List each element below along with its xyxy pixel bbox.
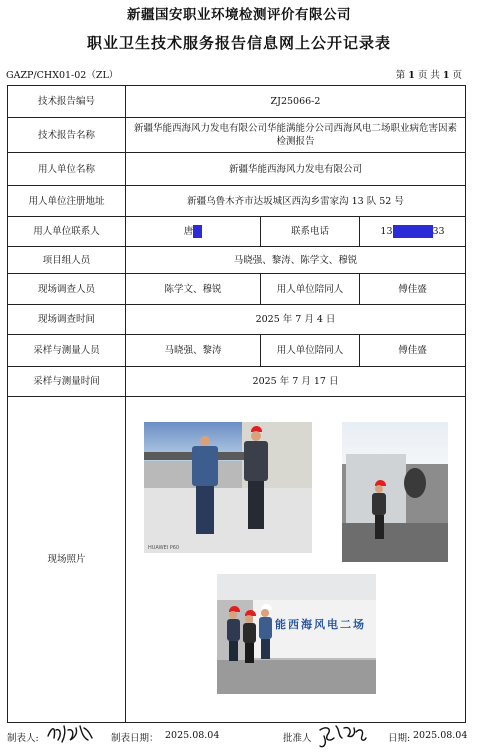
worker-head [375, 485, 383, 493]
report-name-value: 新疆华能西海风力发电有限公司华能满能分公司西海风电二场职业病危害因素检测报告 [134, 123, 458, 147]
row-team [8, 247, 465, 274]
contact-label: 用人单位联系人 [8, 217, 126, 246]
site-photo-1 [144, 422, 312, 553]
photo-sign-text: 能西海风电二场 [275, 618, 366, 631]
row-sampling-time [8, 367, 465, 397]
report-name-label: 技术报告名称 [8, 118, 126, 152]
redaction-mark [393, 225, 433, 238]
worker-legs [229, 641, 238, 661]
prep-date-label: 制表日期： [111, 733, 159, 744]
photo-sky [217, 574, 376, 600]
contact-name: 唐 [183, 226, 194, 237]
contact-value [126, 217, 261, 246]
phone-suffix: 33 [432, 226, 445, 237]
page-mid: 页 共 [417, 70, 440, 81]
row-address [8, 186, 465, 217]
phone-label: 联系电话 [261, 217, 360, 246]
worker-body [243, 623, 256, 643]
report-no-label: 技术报告编号 [8, 86, 126, 117]
record-form [7, 85, 466, 723]
worker-head [200, 436, 210, 446]
photo-watermark: HUAWEI P60 [148, 545, 180, 551]
employer-label: 用人单位名称 [8, 153, 126, 185]
page-suffix: 页 [452, 70, 462, 81]
approver-label: 批准人 [283, 733, 312, 744]
worker-head [261, 609, 269, 617]
worker-legs [261, 639, 270, 659]
document-code: GAZP/CHX01-02（ZL） [6, 70, 119, 81]
row-report-no [8, 86, 465, 118]
survey-staff-label: 现场调查人员 [8, 274, 126, 304]
photo-ground [217, 660, 376, 694]
address-label: 用人单位注册地址 [8, 186, 126, 216]
survey-time-label: 现场调查时间 [8, 305, 126, 334]
worker-head [245, 615, 253, 623]
survey-escort-value: 傅佳盛 [398, 283, 427, 295]
phone-value [360, 217, 465, 246]
photos-label: 现场照片 [8, 397, 126, 722]
page-current: 1 [408, 70, 415, 81]
sampling-staff-label: 采样与测量人员 [8, 335, 126, 366]
row-contact [8, 217, 465, 247]
prep-date-value: 2025.08.04 [165, 730, 220, 741]
photo-fan-unit [404, 468, 426, 498]
page-total: 1 [442, 70, 450, 81]
row-survey-staff [8, 274, 465, 305]
approver-signature [314, 720, 370, 750]
site-photo-2 [342, 422, 448, 562]
sampling-time-value: 2025 年 7 月 17 日 [252, 376, 339, 387]
worker-body [192, 446, 218, 486]
page-number [396, 67, 462, 81]
preparer-signature [44, 720, 96, 746]
preparer-label: 制表人: [7, 733, 39, 744]
worker-body [244, 441, 268, 481]
worker-body [372, 493, 386, 515]
sampling-staff-value: 马晓强、黎涛 [126, 335, 261, 366]
worker-head [229, 611, 237, 619]
document-title: 职业卫生技术服务报告信息网上公开记录表 [86, 34, 391, 52]
survey-time-value: 2025 年 7 月 4 日 [255, 314, 336, 325]
sampling-time-label: 采样与测量时间 [8, 367, 126, 396]
phone-prefix: 13 [380, 226, 393, 237]
worker-legs [245, 643, 254, 663]
row-sampling-staff [8, 335, 465, 367]
survey-escort-label: 用人单位陪同人 [261, 274, 360, 304]
worker-legs [248, 481, 264, 529]
worker-legs [196, 486, 214, 534]
report-no-value: ZJ25066-2 [270, 96, 321, 107]
employer-value: 新疆华能西海风力发电有限公司 [228, 163, 362, 175]
address-value: 新疆乌鲁木齐市达坂城区西沟乡雷家沟 13 队 52 号 [187, 195, 404, 207]
row-report-name [8, 118, 465, 153]
redaction-mark [193, 225, 202, 238]
approve-date-label: 日期: [388, 733, 411, 744]
sampling-escort-label: 用人单位陪同人 [261, 335, 360, 366]
row-survey-time [8, 305, 465, 335]
worker-body [259, 617, 272, 639]
row-employer [8, 153, 465, 186]
sampling-escort-value: 傅佳盛 [398, 345, 427, 356]
photo-ground [144, 488, 312, 554]
photo-ground [342, 523, 448, 562]
worker-head [251, 431, 261, 441]
site-photo-3 [217, 574, 376, 694]
worker-body [227, 619, 240, 641]
company-name: 新疆国安职业环境检测评价有限公司 [127, 7, 351, 23]
row-photos [8, 397, 465, 722]
worker-legs [375, 515, 384, 539]
page-prefix: 第 [395, 70, 406, 81]
team-label: 项目组人员 [8, 247, 126, 273]
approve-date-value: 2025.08.04 [413, 730, 468, 741]
team-value: 马晓强、黎涛、陈学文、穆锐 [233, 254, 358, 266]
survey-staff-value: 陈学文、穆锐 [126, 274, 261, 304]
